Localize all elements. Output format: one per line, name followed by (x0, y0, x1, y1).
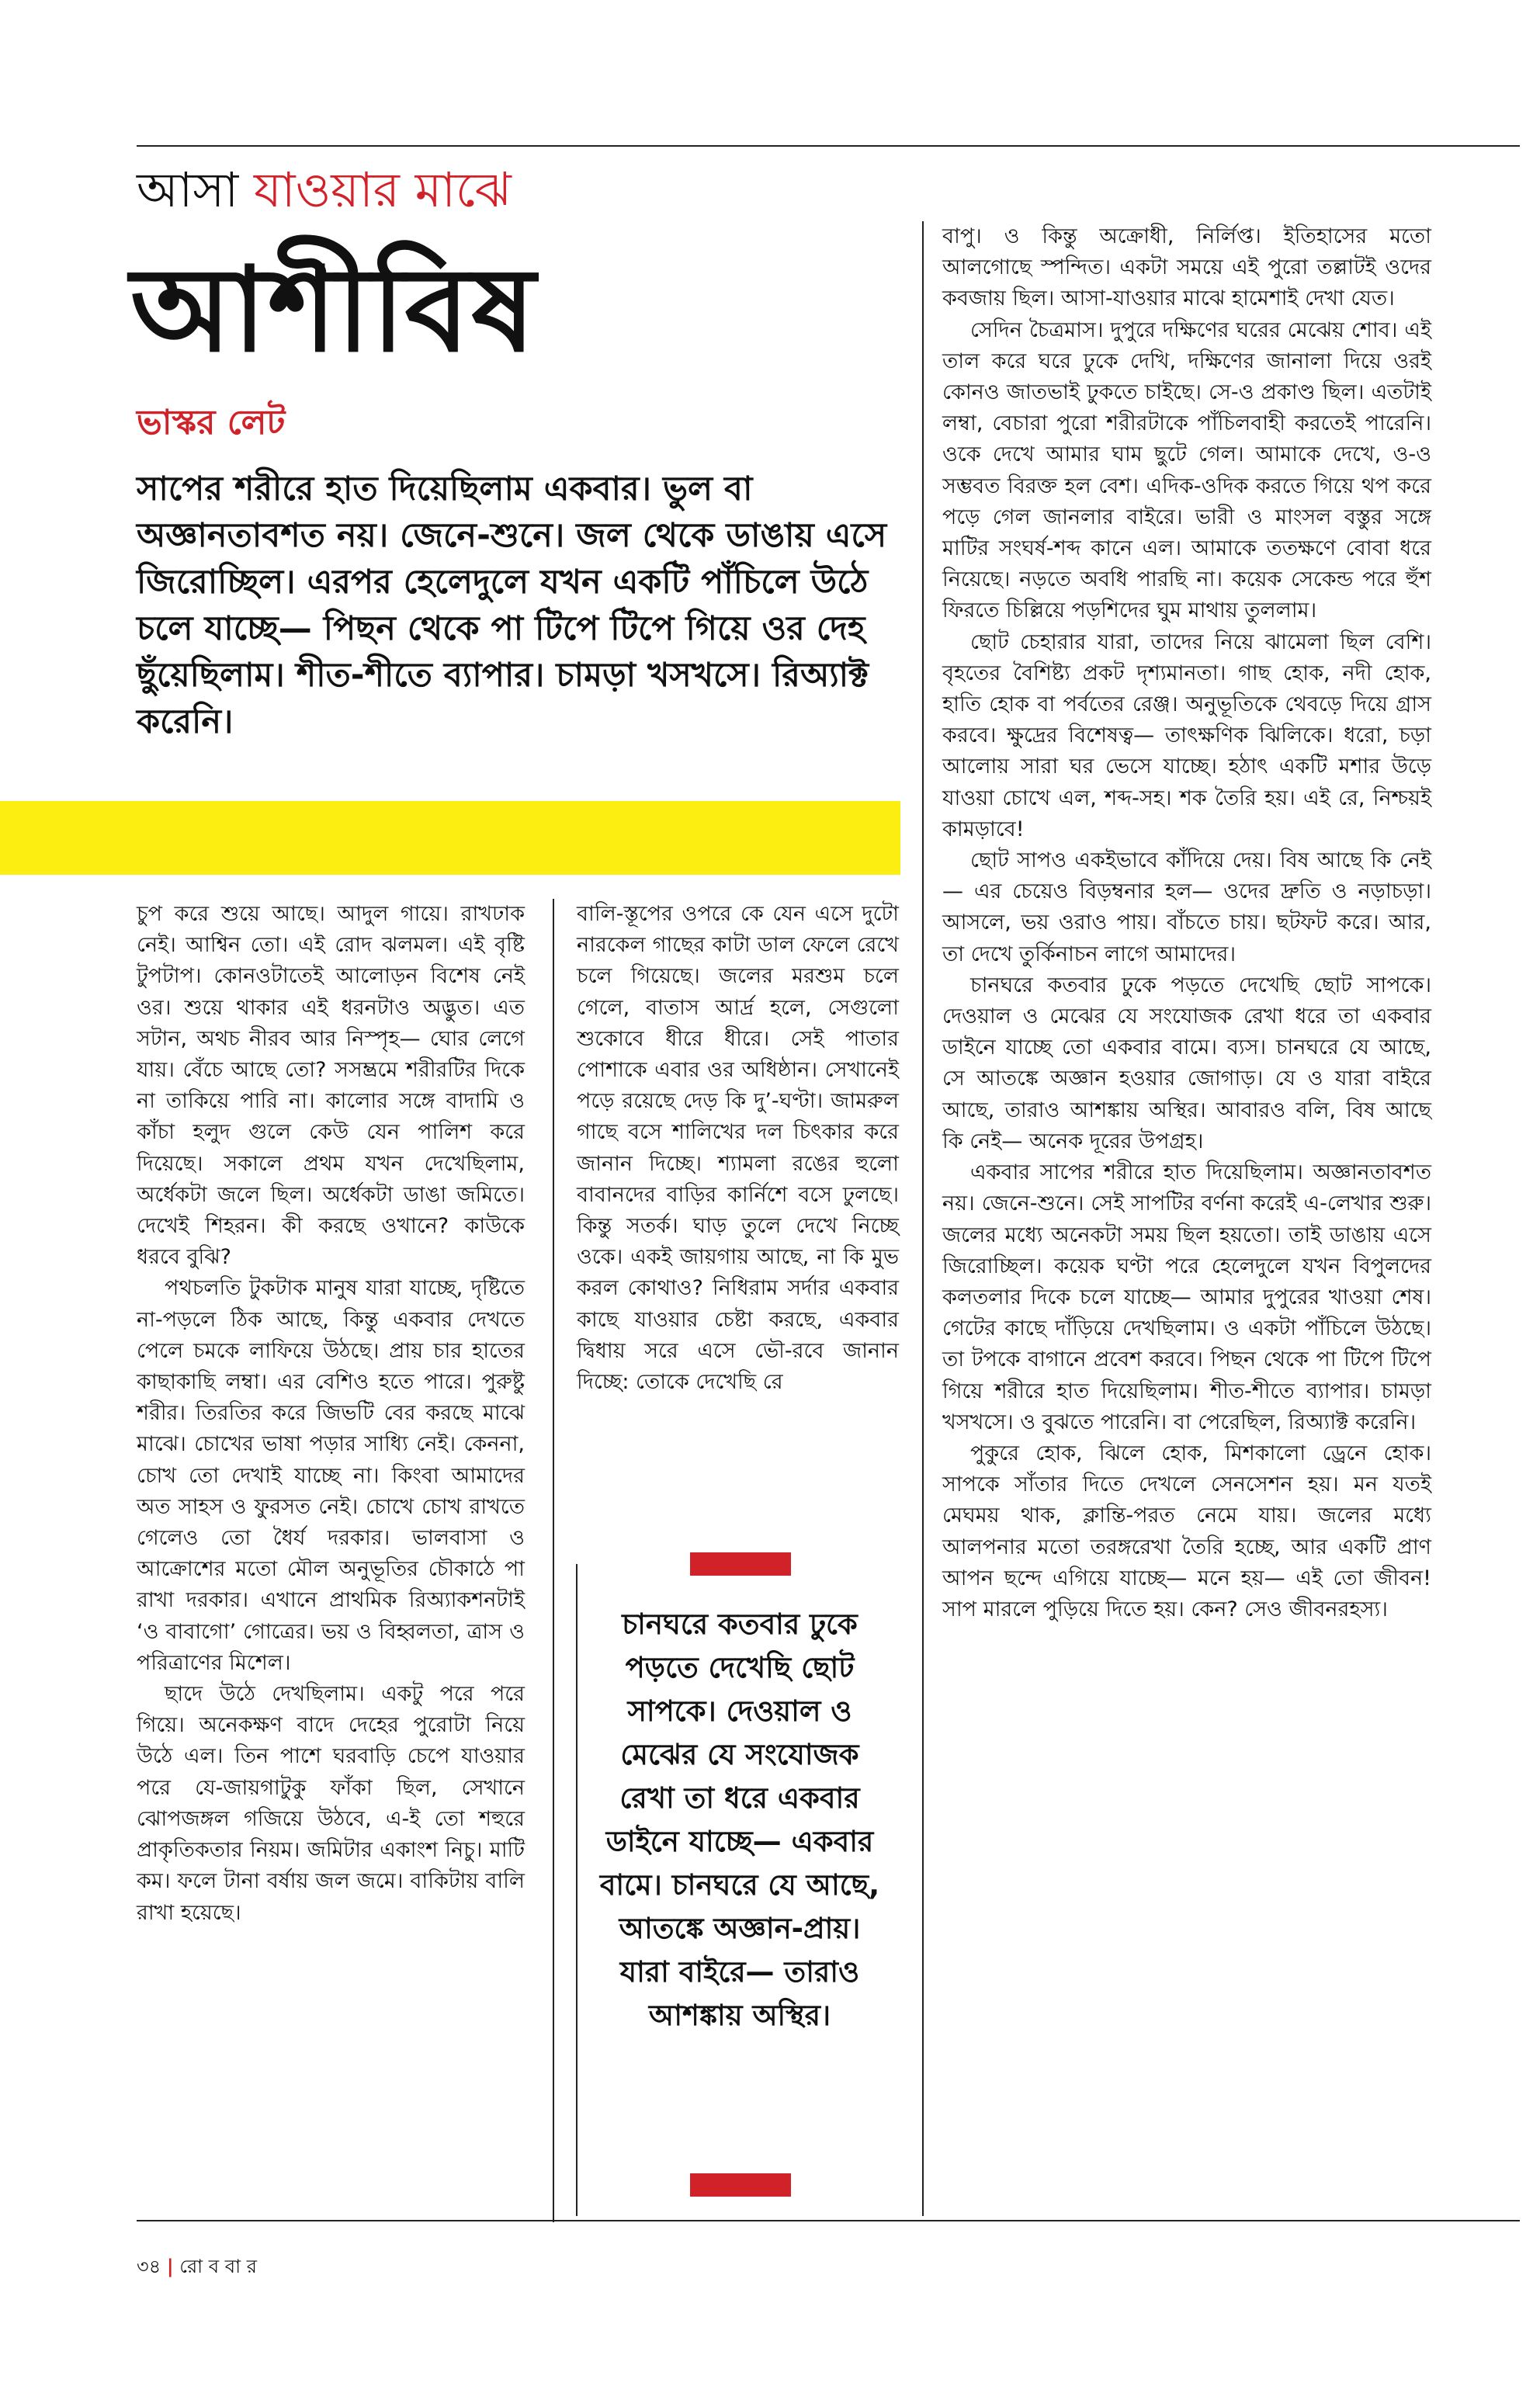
paragraph: বাপু। ও কিন্তু অক্রোধী, নির্লিপ্ত। ইতিহাসের মতো আলগোছে স্পন্দিত। একটা সময়ে এই পুরো তল্লাটই ওদের কবজায় ছিল। আসা-যাওয়ার মাঝে হামেশাই দেখা যেত। (942, 224, 1431, 311)
bottom-rule (137, 2220, 1520, 2221)
paragraph: পুকুরে হোক, ঝিলে হোক, মিশকালো ড্রেনে হোক। সাপকে সাঁতার দিতে দেখলে সেনসেশন হয়। মন যতই মেঘময় থাক, ক্লান্তি-পরত নেমে যায়। জলের মধ্যে আলপনার মতো তরঙ্গরেখা তৈরি হচ্ছে, আর একটি প্রাণ আপন ছন্দে এগিয়ে যাচ্ছে— মনে হয়— এই তো জীবন! সাপ মারলে পুড়িয়ে দিতে হয়। কেন? সেও জীবনরহস্য। (942, 1441, 1431, 1621)
footer-separator: | (166, 2256, 174, 2277)
paragraph: বালি-স্তূপের ওপরে কে যেন এসে দুটো নারকেল গাছের কাটা ডাল ফেলে রেখে চলে গিয়েছে। জলের মরশুম চলে গেলে, বাতাস আর্দ্র হলে, সেগুলো শুকোবে ধীরে ধীরে। সেই পাতার পোশাকে এবার ওর অধিষ্ঠান। সেখানেই পড়ে রয়েছে দেড় কি দু’-ঘণ্টা। জামরুল গাছে বসে শালিখের দল চিৎকার করে জানান দিচ্ছে। শ্যামলা রঙের হুলো বাবানদের বাড়ির কার্নিশে বসে ঢুলছে। কিন্তু সতর্ক। ঘাড় তুলে দেখে নিচ্ছে ওকে। একই জায়গায় আছে, না কি মুভ করল কোথাও? নিধিরাম সর্দার একবার কাছে যাওয়ার চেষ্টা করছে, একবার দ্বিধায় সরে এসে ভৌ-রবে জানান দিচ্ছে: তোকে দেখেছি রে (577, 902, 899, 1395)
paragraph: চুপ করে শুয়ে আছে। আদুল গায়ে। রাখঢাক নেই। আশ্বিন তো। এই রোদ ঝলমল। এই বৃষ্টি টুপটাপ। কোনওটাতেই আলোড়ন বিশেষ নেই ওর। শুয়ে থাকার এই ধরনটাও অদ্ভুত। এত সটান, অথচ নীরব আর নিস্পৃহ— ঘোর লেগে যায়। বেঁচে আছে তো? সসম্ভ্রমে শরীরটির দিকে না তাকিয়ে পারি না। কালোর সঙ্গে বাদামি ও কাঁচা হলুদ গুলে কেউ যেন পালিশ করে দিয়েছে। সকালে প্রথম যখন দেখেছিলাম, অর্ধেকটা জলে ছিল। অর্ধেকটা ডাঙা জমিতে। দেখেই শিহরন। কী করছে ওখানে? কাউকে ধরবে বুঝি? (137, 902, 525, 1270)
paragraph: পথচলতি টুকটাক মানুষ যারা যাচ্ছে, দৃষ্টিতে না-পড়লে ঠিক আছে, কিন্তু একবার দেখতে পেলে চমকে লাফিয়ে উঠছে। প্রায় চার হাতের কাছাকাছি লম্বা। এর বেশিও হতে পারে। পুরুষ্টু শরীর। তিরতির করে জিভটি বের করছে মাঝে মাঝে। চোখের ভাষা পড়ার সাধ্যি নেই। কেননা, চোখ তো দেখাই যাচ্ছে না। কিংবা আমাদের অত সাহস ও ফুরসত নেই। চোখে চোখ রাখতে গেলেও তো ধৈর্য দরকার। ভালবাসা ও আক্রোশের মতো মৌল অনুভূতির চৌকাঠে পা রাখা দরকার। এখানে প্রাথমিক রিঅ্যাকশনটাই ‘ও বাবাগো’ গোত্রের। ভয় ও বিহ্বলতা, ত্রাস ও পরিত্রাণের মিশেল। (137, 1276, 525, 1675)
top-rule (137, 145, 1520, 147)
article-lede: সাপের শরীরে হাত দিয়েছিলাম একবার। ভুল বা অজ্ঞানতাবশত নয়। জেনে-শুনে। জল থেকে ডাঙায় এসে জিরোচ্ছিল। এরপর হেলেদুলে যখন একটি পাঁচিলে উঠে চলে যাচ্ছে— পিছন থেকে পা টিপে টিপে গিয়ে ওর দেহ ছুঁয়েছিলাম। শীত-শীতে ব্যাপার। চামড়া খসখসে। রিঅ্যাক্ট করেনি। (137, 470, 887, 741)
paragraph: একবার সাপের শরীরে হাত দিয়েছিলাম। অজ্ঞানতাবশত নয়। জেনে-শুনে। সেই সাপটির বর্ণনা করেই এ-লেখার শুরু। জলের মধ্যে অনেকটা সময় ছিল হয়তো। তাই ডাঙায় এসে জিরোচ্ছিল। কয়েক ঘণ্টা পরে হেলেদুলে যখন বিপুলদের কলতলার দিকে চলে যাচ্ছে— আমার দুপুরের খাওয়া শেষ। গেটের কাছে দাঁড়িয়ে দেখছিলাম। ও একটা পাঁচিলে উঠছে। তা টপকে বাগানে প্রবেশ করবে। পিছন থেকে পা টিপে টিপে গিয়ে শরীরে হাত দিয়েছিলাম। শীত-শীতে ব্যাপার। চামড়া খসখসে। ও বুঝতে পারেনি। বা পেরেছিল, রিঅ্যাক্ট করেনি। (942, 1160, 1431, 1434)
pullquote-bar-bottom (690, 2173, 791, 2197)
column-divider-left (553, 899, 554, 2222)
column-divider-right (922, 221, 924, 2216)
pullquote-divider-left (576, 1564, 578, 2216)
paragraph: ছোট চেহারার যারা, তাদের নিয়ে ঝামেলা ছিল বেশি। বৃহতের বৈশিষ্ট্য প্রকট দৃশ্যমানতা। গাছ হোক, নদী হোক, হাতি হোক বা পর্বতের রেঞ্জ। অনুভূতিকে থেবড়ে দিয়ে গ্রাস করবে। ক্ষুদ্রের বিশেষত্ব— তাৎক্ষণিক ঝিলিকে। ধরো, চড়া আলোয় সারা ঘর ভেসে যাচ্ছে। হঠাৎ একটি মশার উড়ে যাওয়া চোখে এল, শব্দ-সহ। শক তৈরি হয়। এই রে, নিশ্চয়ই কামড়াবে! (942, 629, 1431, 841)
paragraph: ছাদে উঠে দেখছিলাম। একটু পরে পরে গিয়ে। অনেকক্ষণ বাদে দেহের পুরোটা নিয়ে উঠে এল। তিন পাশে ঘরবাড়ি চেপে যাওয়ার পরে যে-জায়গাটুকু ফাঁকা ছিল, সেখানে ঝোপজঙ্গল গজিয়ে উঠবে, এ-ই তো শহুরে প্রাকৃতিকতার নিয়ম। জমিটার একাংশ নিচু। মাটি কম। ফলে টানা বর্ষায় জল জমে। বাকিটায় বালি রাখা হয়েছে। (137, 1682, 525, 1925)
paragraph: চানঘরে কতবার ঢুকে পড়তে দেখেছি ছোট সাপকে। দেওয়াল ও মেঝের যে সংযোজক রেখা ধরে তা একবার ডাইনে যাচ্ছে তো একবার বামে। ব্যস। চানঘরে যে আছে, সে আতঙ্কে অজ্ঞান হওয়ার জোগাড়। যে ও যারা বাইরে আছে, তারাও আশঙ্কায় অস্থির। আবারও বলি, বিষ আছে কি নেই— অনেক দূরের উপগ্রহ। (942, 973, 1431, 1153)
magazine-name: রো ব বা র (179, 2256, 257, 2277)
section-kicker (137, 159, 512, 221)
paragraph: সেদিন চৈত্রমাস। দুপুরে দক্ষিণের ঘরের মেঝেয় শোব। এই তাল করে ঘরে ঢুকে দেখি, দক্ষিণের জানালা দিয়ে ওরই কোনও জাতভাই ঢুকতে চাইছে। সে-ও প্রকাণ্ড ছিল। এতটাই লম্বা, বেচারা পুরো শরীরটাকে পাঁচিলবাহী করতেই পারেনি। ওকে দেখে আমার ঘাম ছুটে গেল। আমাকে দেখে, ও-ও সম্ভবত বিরক্ত হল বেশ। এদিক-ওদিক করতে গিয়ে থপ করে পড়ে গেল জানলার বাইরে। ভারী ও মাংসল বস্তুর সঙ্গে মাটির সংঘর্ষ-শব্দ কানে এল। আমাকে ততক্ষণে বোবা ধরে নিয়েছে। নড়তে অবধি পারছি না। কয়েক সেকেন্ড পরে হুঁশ ফিরতে চিল্লিয়ে পড়শিদের ঘুম মাথায় তুললাম। (942, 317, 1431, 623)
pull-quote: চানঘরে কতবার ঢুকে পড়তে দেখেছি ছোট সাপকে। দেওয়াল ও মেঝের যে সংযোজক রেখা তা ধরে একবার ডাইনে যাচ্ছে— একবার বামে। চানঘরে যে আছে, আতঙ্কে অজ্ঞান-প্রায়। যারা বাইরে— তারাও আশঙ্কায় অস্থির। (599, 1607, 880, 2032)
page-number: ৩৪ (137, 2256, 161, 2277)
body-column-1 (137, 899, 525, 1929)
body-column-2 (577, 899, 899, 1398)
page-footer (137, 2253, 257, 2280)
kicker-part-2: যাওয়ার মাঝে (253, 161, 512, 218)
paragraph: ছোট সাপও একইভাবে কাঁদিয়ে দেয়। বিষ আছে কি নেই— এর চেয়েও বিড়ম্বনার হল— ওদের দ্রুতি ও নড়াচড়া। আসলে, ভয় ওরাও পায়। বাঁচতে চায়। ছটফট করে। আর, তা দেখে তুর্কিনাচন লাগে আমাদের। (942, 848, 1431, 966)
body-column-3 (942, 221, 1431, 1625)
author-byline: ভাস্কর লেট (137, 403, 286, 442)
yellow-highlight-band (0, 801, 900, 875)
kicker-part-1: আসা (137, 161, 254, 218)
pullquote-bar-top (690, 1552, 791, 1576)
article-title: আশীবিষ (130, 243, 537, 378)
